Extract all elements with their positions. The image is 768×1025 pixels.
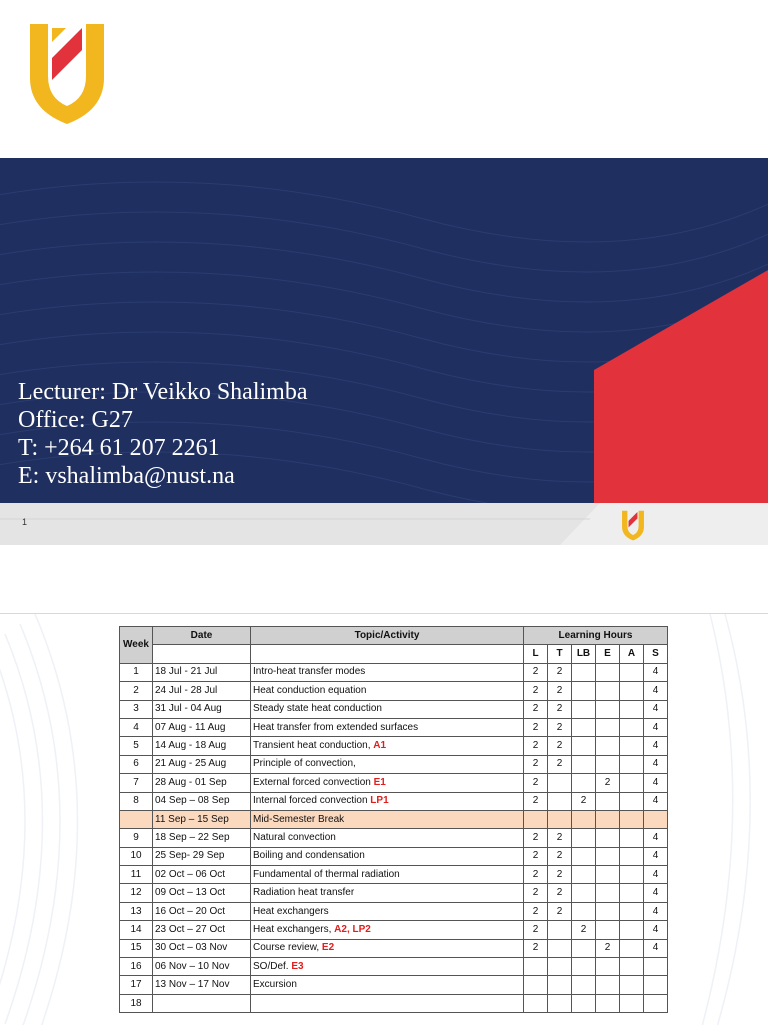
hours-s-cell: 4 <box>644 737 668 755</box>
topic-text: External forced convection <box>253 776 374 788</box>
date-header: Date <box>153 627 251 645</box>
assessment-tag: A1 <box>373 740 387 752</box>
week-cell: 8 <box>120 792 153 810</box>
topic-cell <box>251 902 524 920</box>
col-t-header: T <box>548 645 572 663</box>
hours-s-cell: 4 <box>644 774 668 792</box>
hours-l-cell: 2 <box>524 700 548 718</box>
table-row <box>120 737 668 755</box>
topic-cell <box>251 682 524 700</box>
week-cell: 9 <box>120 829 153 847</box>
lecturer-name: Lecturer: Dr Veikko Shalimba <box>18 379 308 405</box>
table-row <box>120 976 668 994</box>
assessment-tag: A2 <box>334 923 347 935</box>
topic-cell <box>251 774 524 792</box>
tag-separator: , <box>346 923 353 935</box>
hours-a-cell <box>620 663 644 681</box>
topic-text: Natural convection <box>253 831 336 843</box>
schedule-body <box>120 663 668 1012</box>
hours-l-cell <box>524 976 548 994</box>
hours-lb-cell <box>572 682 596 700</box>
hours-l-cell: 2 <box>524 921 548 939</box>
hours-e-cell <box>596 792 620 810</box>
date-cell: 18 Sep – 22 Sep <box>153 829 251 847</box>
hours-e-cell <box>596 884 620 902</box>
week-cell: 4 <box>120 718 153 736</box>
footer-stripe <box>0 503 600 545</box>
topic-cell <box>251 829 524 847</box>
course-schedule-table <box>119 626 668 1013</box>
table-row <box>120 718 668 736</box>
hours-l-cell <box>524 958 548 976</box>
hours-s-cell: 4 <box>644 921 668 939</box>
week-cell <box>120 810 153 828</box>
topic-cell <box>251 663 524 681</box>
hours-s-cell: 4 <box>644 682 668 700</box>
topic-text: Heat exchangers, <box>253 923 335 935</box>
topic-cell <box>251 921 524 939</box>
table-row <box>120 663 668 681</box>
assessment-tag: E3 <box>291 960 304 972</box>
topic-text: Steady state heat conduction <box>253 703 382 715</box>
hours-a-cell <box>620 939 644 957</box>
hours-e-cell <box>596 682 620 700</box>
date-cell: 13 Nov – 17 Nov <box>153 976 251 994</box>
date-cell: 06 Nov – 10 Nov <box>153 958 251 976</box>
topic-cell <box>251 810 524 828</box>
date-cell: 30 Oct – 03 Nov <box>153 939 251 957</box>
week-cell: 10 <box>120 847 153 865</box>
hours-a-cell <box>620 866 644 884</box>
topic-text: Transient heat conduction, <box>253 740 374 752</box>
week-cell: 7 <box>120 774 153 792</box>
date-cell: 04 Sep – 08 Sep <box>153 792 251 810</box>
hours-e-cell <box>596 810 620 828</box>
hours-l-cell: 2 <box>524 718 548 736</box>
date-cell: 24 Jul - 28 Jul <box>153 682 251 700</box>
topic-cell <box>251 994 524 1012</box>
hours-t-cell <box>548 810 572 828</box>
date-cell: 23 Oct – 27 Oct <box>153 921 251 939</box>
hours-e-cell <box>596 663 620 681</box>
topic-text: Excursion <box>253 979 297 991</box>
week-cell: 1 <box>120 663 153 681</box>
week-cell: 16 <box>120 958 153 976</box>
hours-a-cell <box>620 884 644 902</box>
topic-cell <box>251 718 524 736</box>
hours-l-cell: 2 <box>524 866 548 884</box>
topic-cell <box>251 755 524 773</box>
table-row <box>120 792 668 810</box>
slide-number: 1 <box>22 517 28 527</box>
col-lb-header: LB <box>572 645 596 663</box>
topic-cell <box>251 700 524 718</box>
hours-lb-cell <box>572 718 596 736</box>
hours-t-cell <box>548 976 572 994</box>
hours-l-cell: 2 <box>524 737 548 755</box>
week-cell: 3 <box>120 700 153 718</box>
week-cell: 5 <box>120 737 153 755</box>
hours-t-cell: 2 <box>548 902 572 920</box>
hours-t-cell: 2 <box>548 866 572 884</box>
assessment-tag: LP1 <box>370 795 389 807</box>
hours-t-cell: 2 <box>548 718 572 736</box>
date-cell: 31 Jul - 04 Aug <box>153 700 251 718</box>
hours-s-cell <box>644 810 668 828</box>
hours-s-cell: 4 <box>644 884 668 902</box>
hours-a-cell <box>620 810 644 828</box>
hours-s-cell: 4 <box>644 939 668 957</box>
table-row <box>120 994 668 1012</box>
hours-e-cell: 2 <box>596 939 620 957</box>
hours-l-cell: 2 <box>524 939 548 957</box>
hours-a-cell <box>620 958 644 976</box>
hours-lb-cell: 2 <box>572 792 596 810</box>
hours-lb-cell: 2 <box>572 921 596 939</box>
table-row <box>120 884 668 902</box>
table-subheader-row <box>120 645 668 663</box>
hours-t-cell: 2 <box>548 829 572 847</box>
hours-t-cell: 2 <box>548 755 572 773</box>
nust-shield-logo-icon <box>22 18 112 126</box>
date-cell: 07 Aug - 11 Aug <box>153 718 251 736</box>
hours-l-cell: 2 <box>524 792 548 810</box>
hours-a-cell <box>620 902 644 920</box>
hours-t-cell: 2 <box>548 663 572 681</box>
hours-lb-cell <box>572 700 596 718</box>
hours-t-cell <box>548 774 572 792</box>
week-cell: 15 <box>120 939 153 957</box>
hours-a-cell <box>620 737 644 755</box>
topic-text: Intro-heat transfer modes <box>253 666 366 678</box>
topic-text: Principle of convection, <box>253 758 356 770</box>
topic-text: SO/Def. <box>253 960 292 972</box>
hours-lb-cell <box>572 829 596 847</box>
topic-text: Internal forced convection <box>253 795 371 807</box>
hours-s-cell <box>644 958 668 976</box>
hours-l-cell <box>524 994 548 1012</box>
hours-a-cell <box>620 994 644 1012</box>
hours-s-cell: 4 <box>644 663 668 681</box>
topic-cell <box>251 792 524 810</box>
topic-cell <box>251 737 524 755</box>
week-cell: 14 <box>120 921 153 939</box>
col-e-header: E <box>596 645 620 663</box>
hours-lb-cell <box>572 810 596 828</box>
table-row <box>120 829 668 847</box>
footer-logo-icon <box>619 509 647 541</box>
topic-text: Radiation heat transfer <box>253 887 355 899</box>
hours-s-cell: 4 <box>644 792 668 810</box>
hours-lb-cell <box>572 902 596 920</box>
slide-footer <box>0 503 768 545</box>
hours-l-cell: 2 <box>524 829 548 847</box>
hours-l-cell: 2 <box>524 663 548 681</box>
hours-a-cell <box>620 774 644 792</box>
hours-a-cell <box>620 976 644 994</box>
table-row <box>120 939 668 957</box>
week-cell: 11 <box>120 866 153 884</box>
hours-t-cell: 2 <box>548 884 572 902</box>
hours-e-cell <box>596 976 620 994</box>
hours-s-cell: 4 <box>644 902 668 920</box>
hours-s-cell: 4 <box>644 700 668 718</box>
week-cell: 2 <box>120 682 153 700</box>
hours-e-cell <box>596 958 620 976</box>
date-cell <box>153 994 251 1012</box>
hours-s-cell <box>644 976 668 994</box>
hours-s-cell: 4 <box>644 718 668 736</box>
slide-gap <box>0 545 768 613</box>
table-row <box>120 755 668 773</box>
hours-s-cell: 4 <box>644 847 668 865</box>
date-cell: 25 Sep- 29 Sep <box>153 847 251 865</box>
hours-s-cell: 4 <box>644 829 668 847</box>
red-accent-shape <box>594 270 768 503</box>
hours-lb-cell <box>572 939 596 957</box>
hours-e-cell <box>596 829 620 847</box>
hours-t-cell: 2 <box>548 737 572 755</box>
assessment-tag: E1 <box>373 776 386 788</box>
assessment-tag: E2 <box>321 942 335 954</box>
table-row <box>120 847 668 865</box>
table-row <box>120 866 668 884</box>
hours-lb-cell <box>572 976 596 994</box>
table-row <box>120 958 668 976</box>
topic-text: Heat conduction equation <box>253 684 367 696</box>
assessment-tag: LP2 <box>352 923 371 935</box>
hours-l-cell: 2 <box>524 755 548 773</box>
hours-e-cell <box>596 847 620 865</box>
hours-s-cell <box>644 994 668 1012</box>
topic-text: Fundamental of thermal radiation <box>253 868 400 880</box>
col-a-header: A <box>620 645 644 663</box>
topic-cell <box>251 939 524 957</box>
lecturer-info <box>18 378 307 490</box>
break-row <box>120 810 668 828</box>
date-cell: 16 Oct – 20 Oct <box>153 902 251 920</box>
lecturer-phone: T: +264 61 207 2261 <box>18 435 220 461</box>
col-l-header: L <box>524 645 548 663</box>
hours-l-cell <box>524 810 548 828</box>
hours-t-cell <box>548 792 572 810</box>
hours-lb-cell <box>572 737 596 755</box>
topic-cell <box>251 884 524 902</box>
hours-a-cell <box>620 792 644 810</box>
topic-subheader <box>251 645 524 663</box>
date-cell: 18 Jul - 21 Jul <box>153 663 251 681</box>
table-row <box>120 682 668 700</box>
hours-lb-cell <box>572 774 596 792</box>
topic-text: Heat transfer from extended surfaces <box>253 721 419 733</box>
week-cell: 13 <box>120 902 153 920</box>
hours-a-cell <box>620 682 644 700</box>
week-cell: 12 <box>120 884 153 902</box>
hours-e-cell <box>596 866 620 884</box>
lecturer-email: E: vshalimba@nust.na <box>18 463 235 489</box>
hours-a-cell <box>620 829 644 847</box>
hours-t-cell <box>548 958 572 976</box>
topic-text: Boiling and condensation <box>253 850 365 862</box>
lecturer-office: Office: G27 <box>18 407 133 433</box>
hours-lb-cell <box>572 958 596 976</box>
table-header-row <box>120 627 668 645</box>
date-cell: 28 Aug - 01 Sep <box>153 774 251 792</box>
hours-lb-cell <box>572 884 596 902</box>
hours-e-cell <box>596 902 620 920</box>
hours-l-cell: 2 <box>524 902 548 920</box>
hours-lb-cell <box>572 663 596 681</box>
date-subheader <box>153 645 251 663</box>
week-cell: 18 <box>120 994 153 1012</box>
hours-t-cell: 2 <box>548 700 572 718</box>
hours-s-cell: 4 <box>644 755 668 773</box>
learning-hours-header: Learning Hours <box>524 627 668 645</box>
date-cell: 02 Oct – 06 Oct <box>153 866 251 884</box>
date-cell: 11 Sep – 15 Sep <box>153 810 251 828</box>
hours-t-cell <box>548 994 572 1012</box>
topic-text: Mid-Semester Break <box>253 813 345 825</box>
topic-cell <box>251 847 524 865</box>
hours-e-cell <box>596 718 620 736</box>
hours-t-cell: 2 <box>548 682 572 700</box>
week-cell: 17 <box>120 976 153 994</box>
hours-lb-cell <box>572 994 596 1012</box>
date-cell: 09 Oct – 13 Oct <box>153 884 251 902</box>
hours-a-cell <box>620 921 644 939</box>
date-cell: 14 Aug - 18 Aug <box>153 737 251 755</box>
hours-lb-cell <box>572 755 596 773</box>
col-s-header: S <box>644 645 668 663</box>
hours-e-cell <box>596 994 620 1012</box>
table-row <box>120 921 668 939</box>
hours-t-cell <box>548 939 572 957</box>
hours-l-cell: 2 <box>524 774 548 792</box>
hours-e-cell <box>596 921 620 939</box>
hours-t-cell <box>548 921 572 939</box>
hours-e-cell <box>596 755 620 773</box>
hours-a-cell <box>620 847 644 865</box>
hours-a-cell <box>620 718 644 736</box>
hours-a-cell <box>620 700 644 718</box>
topic-header: Topic/Activity <box>251 627 524 645</box>
hours-lb-cell <box>572 847 596 865</box>
hours-l-cell: 2 <box>524 884 548 902</box>
topic-text: Heat exchangers <box>253 905 329 917</box>
topic-text: Course review, <box>253 942 322 954</box>
table-row <box>120 774 668 792</box>
week-cell: 6 <box>120 755 153 773</box>
hours-e-cell <box>596 700 620 718</box>
hours-e-cell: 2 <box>596 774 620 792</box>
date-cell: 21 Aug - 25 Aug <box>153 755 251 773</box>
topic-cell <box>251 976 524 994</box>
hours-l-cell: 2 <box>524 682 548 700</box>
hours-s-cell: 4 <box>644 866 668 884</box>
hours-a-cell <box>620 755 644 773</box>
table-row <box>120 902 668 920</box>
topic-cell <box>251 866 524 884</box>
table-row <box>120 700 668 718</box>
slide-2 <box>0 613 768 1025</box>
hours-t-cell: 2 <box>548 847 572 865</box>
hours-l-cell: 2 <box>524 847 548 865</box>
hours-e-cell <box>596 737 620 755</box>
hours-lb-cell <box>572 866 596 884</box>
week-header: Week <box>120 627 153 664</box>
topic-cell <box>251 958 524 976</box>
